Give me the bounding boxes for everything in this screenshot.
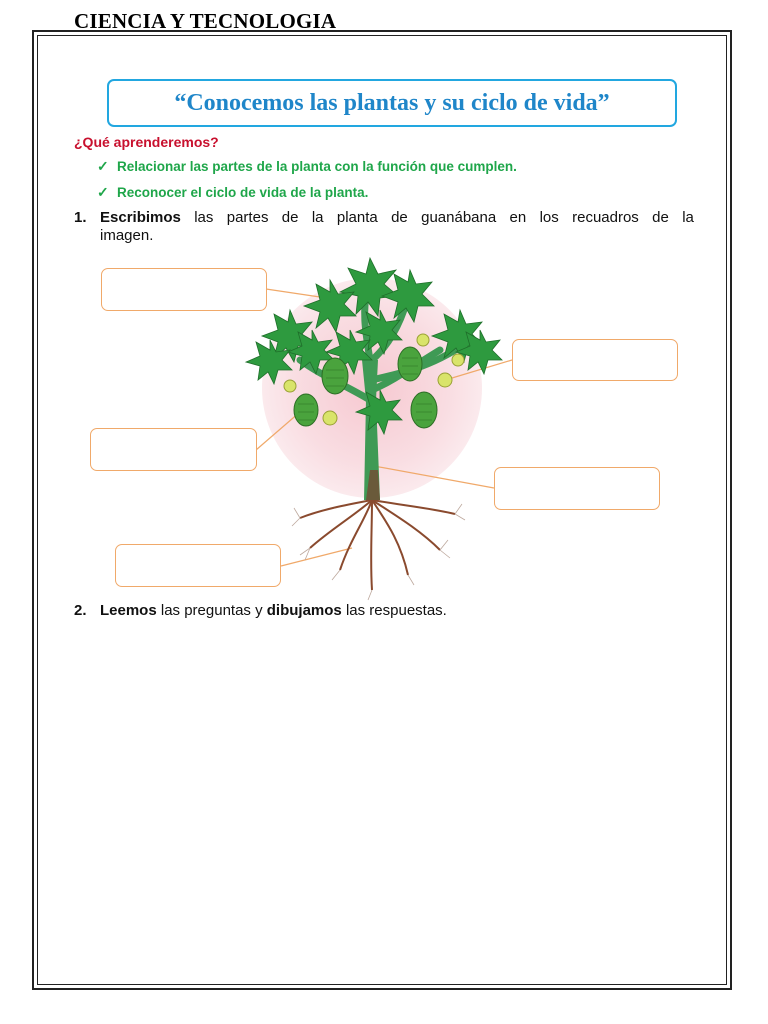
roots xyxy=(300,500,455,590)
activity-1-word: la xyxy=(682,209,694,226)
answer-box-stem[interactable] xyxy=(494,467,660,510)
answer-box-fruit[interactable] xyxy=(90,428,257,471)
activity-1-word: planta xyxy=(336,209,378,226)
activity-1-word: en xyxy=(509,209,527,226)
activity-1-word: de xyxy=(652,209,669,226)
root-hairs xyxy=(292,504,465,600)
learning-heading: ¿Qué aprenderemos? xyxy=(74,134,219,150)
check-icon: ✓ xyxy=(97,184,109,200)
answer-box-leaves[interactable] xyxy=(101,268,267,311)
activity-1-word: recuadros xyxy=(572,209,639,226)
answer-box-flower[interactable] xyxy=(512,339,678,381)
activity-2-verb1: Leemos xyxy=(100,602,157,619)
activity-1-number: 1. xyxy=(74,209,87,226)
activity-2-verb2: dibujamos xyxy=(266,602,342,619)
activity-1-word: las xyxy=(194,209,214,226)
objective-2-text: Reconocer el ciclo de vida de la planta. xyxy=(117,185,369,200)
activity-1-word: guanábana xyxy=(421,209,497,226)
activity-2-instruction xyxy=(74,602,447,619)
activity-2-number: 2. xyxy=(74,602,87,619)
activity-2-end: las respuestas. xyxy=(341,602,447,619)
activity-1-word: los xyxy=(539,209,559,226)
subject-header: CIENCIA Y TECNOLOGIA xyxy=(74,9,337,33)
worksheet-title: “Conocemos las plantas y su ciclo de vida” xyxy=(174,89,610,116)
activity-1-word: la xyxy=(311,209,324,226)
activity-1-word: partes xyxy=(226,209,269,226)
activity-1-line2: imagen. xyxy=(100,227,154,244)
activity-1-word: de xyxy=(391,209,408,226)
activity-2-mid: las preguntas y xyxy=(156,602,267,619)
objective-1-text: Relacionar las partes de la planta con la función que cumplen. xyxy=(117,159,517,174)
check-icon: ✓ xyxy=(97,158,109,174)
activity-1-verb: Escribimos xyxy=(100,209,181,226)
activity-1-word: de xyxy=(281,209,299,226)
answer-box-root[interactable] xyxy=(115,544,281,587)
